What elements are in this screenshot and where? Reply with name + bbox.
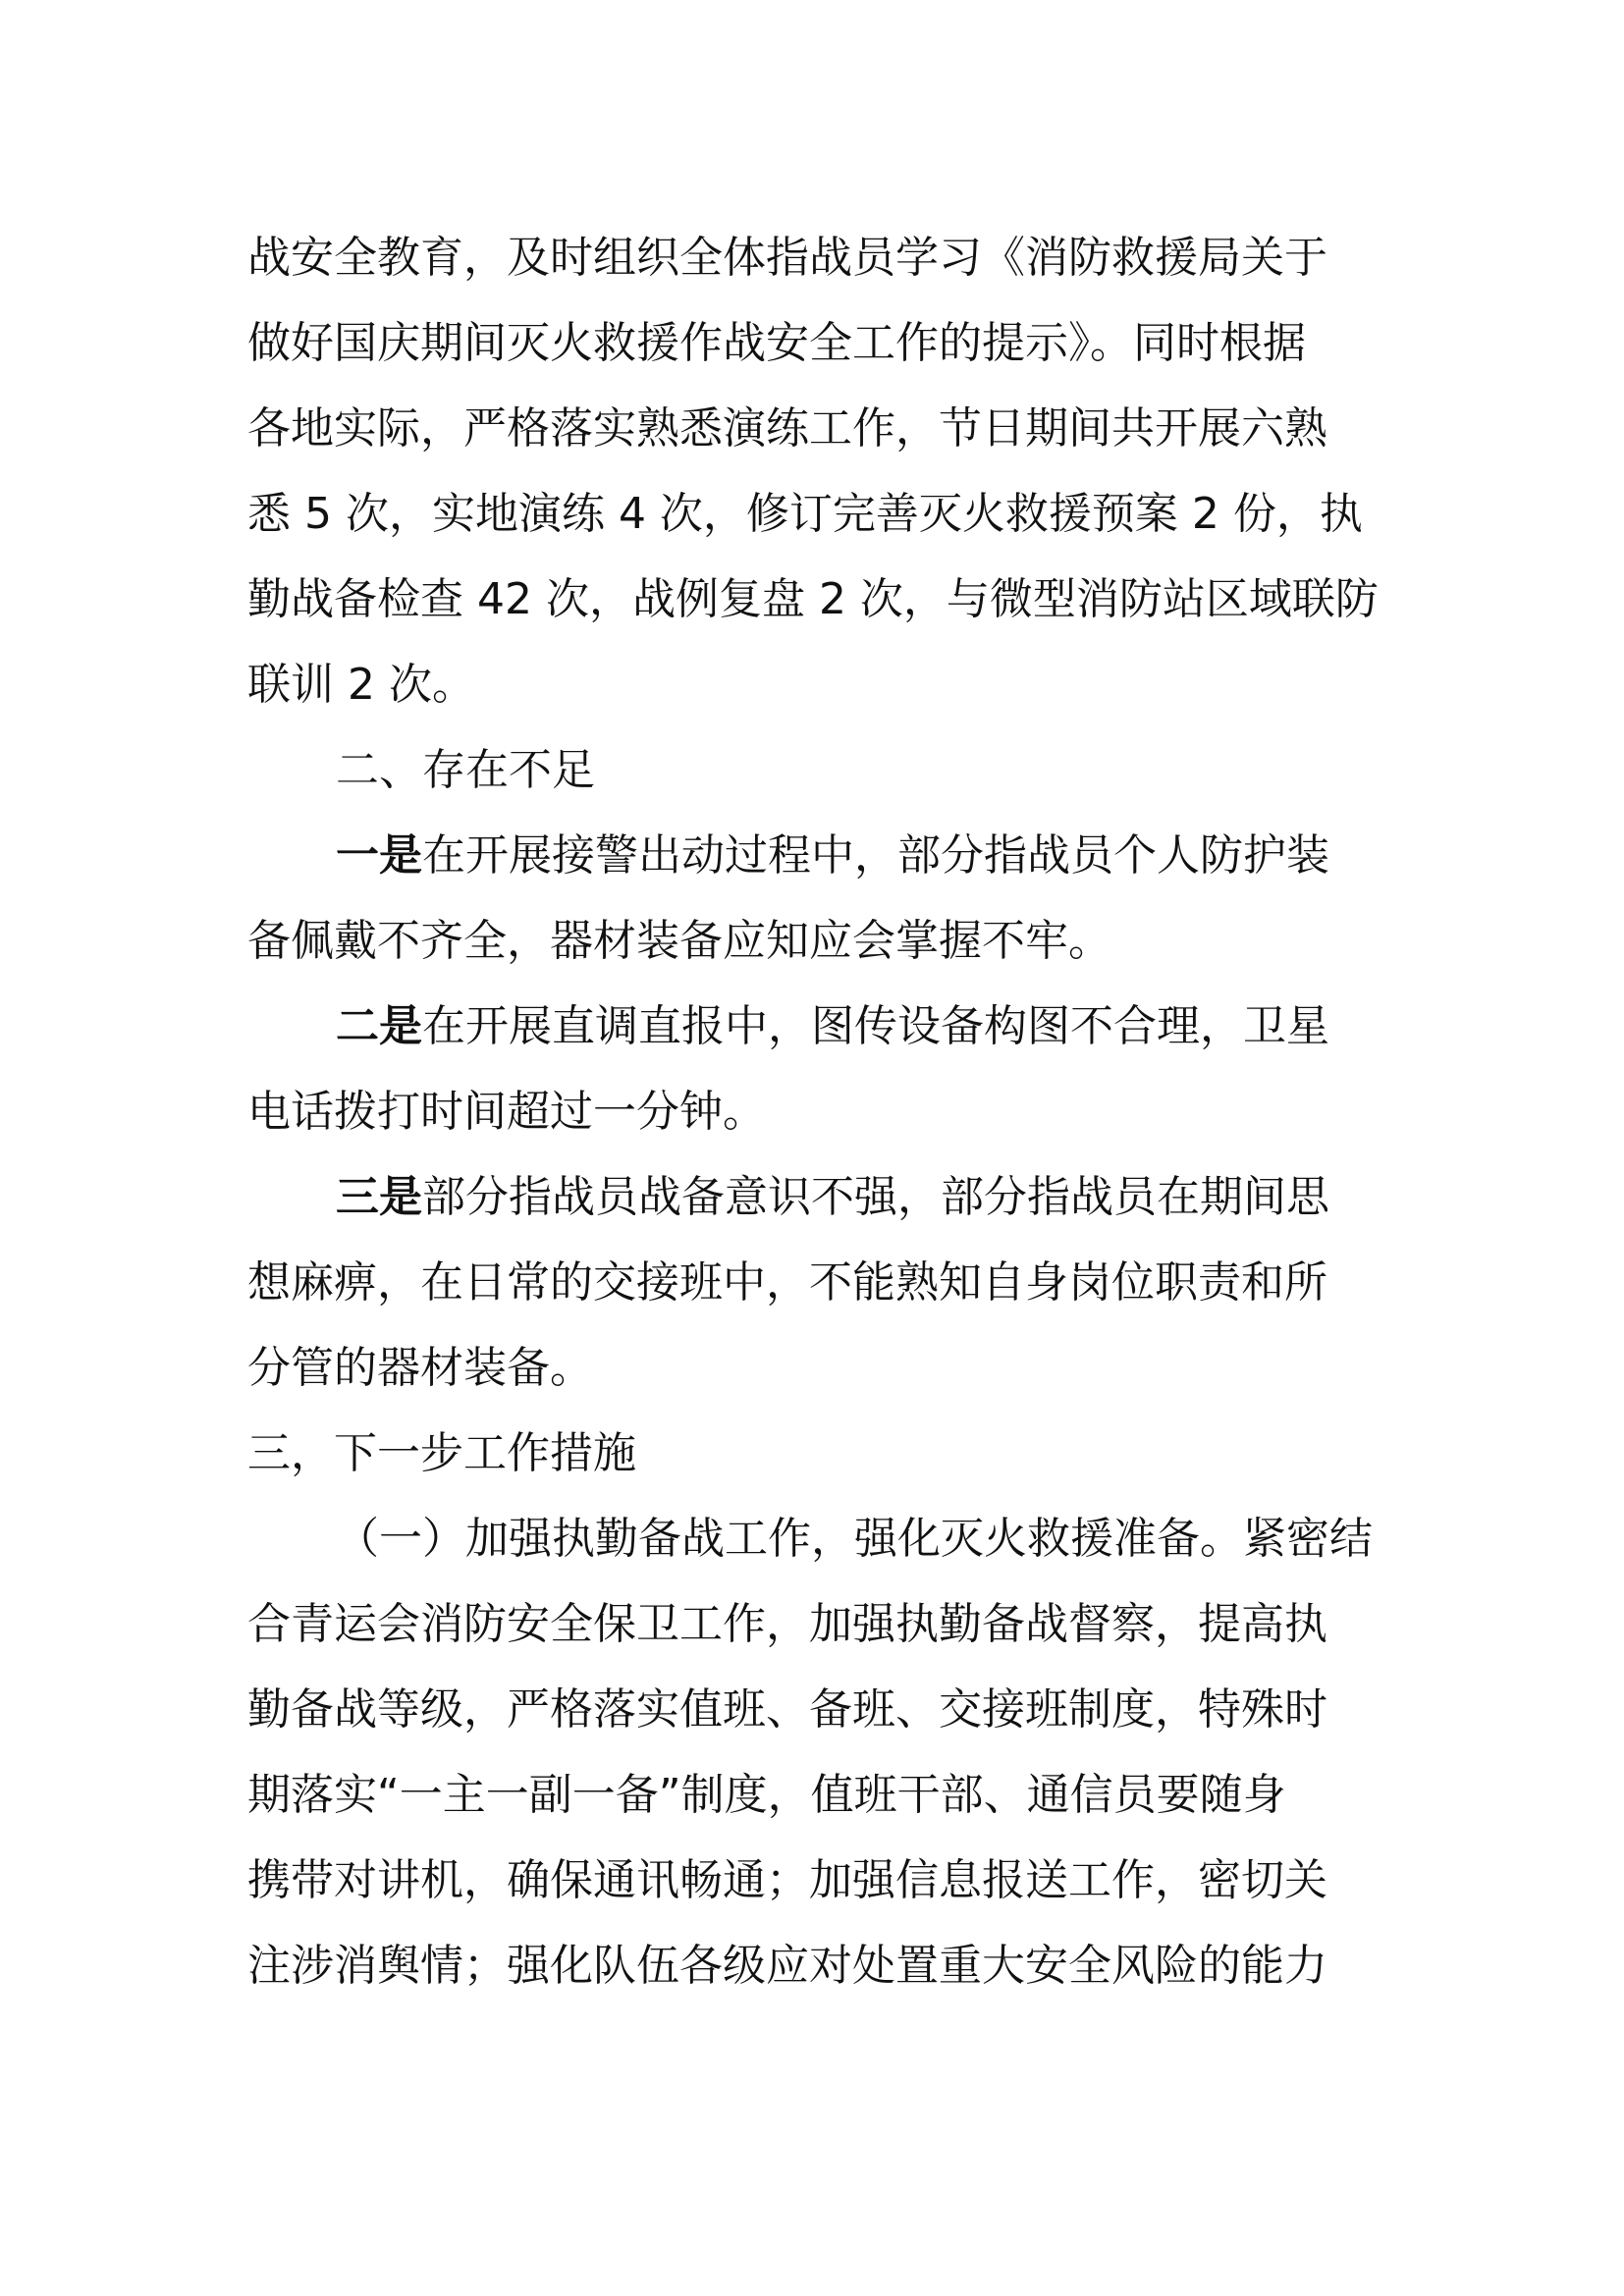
section-2-heading: 二、存在不足	[336, 745, 595, 795]
body-line-3: 各地实际，严格落实熟悉演练工作，节日期间共开展六熟	[247, 403, 1327, 454]
body-line-2: 做好国庆期间灭火救援作战安全工作的提示》。同时根据	[247, 318, 1306, 368]
shortcoming-2-text: 在开展直调直报中，图传设备构图不合理，卫星	[422, 1001, 1329, 1051]
shortcoming-2-line-2: 电话拨打时间超过一分钟。	[247, 1087, 766, 1137]
shortcoming-1-text: 在开展接警出动过程中，部分指战员个人防护装	[422, 830, 1329, 881]
shortcoming-1-line-2: 备佩戴不齐全，器材装备应知应会掌握不牢。	[247, 916, 1111, 966]
body-line-6: 联训 2 次。	[247, 660, 475, 710]
measure-line-3: 勤备战等级，严格落实值班、备班、交接班制度，特殊时	[247, 1684, 1327, 1735]
measure-line-4: 期落实“一主一副一备”制度，值班干部、通信员要随身	[247, 1770, 1286, 1820]
shortcoming-3-line-1	[336, 1154, 1329, 1240]
measure-line-2: 合青运会消防安全保卫工作，加强执勤备战督察，提高执	[247, 1599, 1327, 1649]
shortcoming-2-lead: 二是	[336, 1001, 422, 1051]
shortcoming-3-line-3: 分管的器材装备。	[247, 1343, 593, 1393]
body-line-1: 战安全教育，及时组织全体指战员学习《消防救援局关于	[247, 233, 1327, 283]
shortcoming-1-line-1	[336, 813, 1329, 898]
measure-line-1: （一）加强执勤备战工作，强化灭火救援准备。紧密结	[336, 1514, 1373, 1564]
section-3-heading: 三，下一步工作措施	[247, 1428, 636, 1478]
shortcoming-3-line-2: 想麻痹，在日常的交接班中，不能熟知自身岗位职责和所	[247, 1257, 1327, 1308]
measure-line-5: 携带对讲机，确保通讯畅通；加强信息报送工作，密切关	[247, 1855, 1327, 1905]
body-line-4: 悉 5 次，实地演练 4 次，修订完善灭火救援预案 2 份，执	[247, 489, 1363, 539]
body-line-5: 勤战备检查 42 次，战例复盘 2 次，与微型消防站区域联防	[247, 574, 1379, 624]
shortcoming-3-text: 部分指战员战备意识不强，部分指战员在期间思	[422, 1172, 1329, 1222]
measure-line-6: 注涉消舆情；强化队伍各级应对处置重大安全风险的能力	[247, 1941, 1327, 1991]
shortcoming-1-lead: 一是	[336, 830, 422, 881]
shortcoming-2-line-1	[336, 984, 1329, 1069]
shortcoming-3-lead: 三是	[336, 1172, 422, 1222]
